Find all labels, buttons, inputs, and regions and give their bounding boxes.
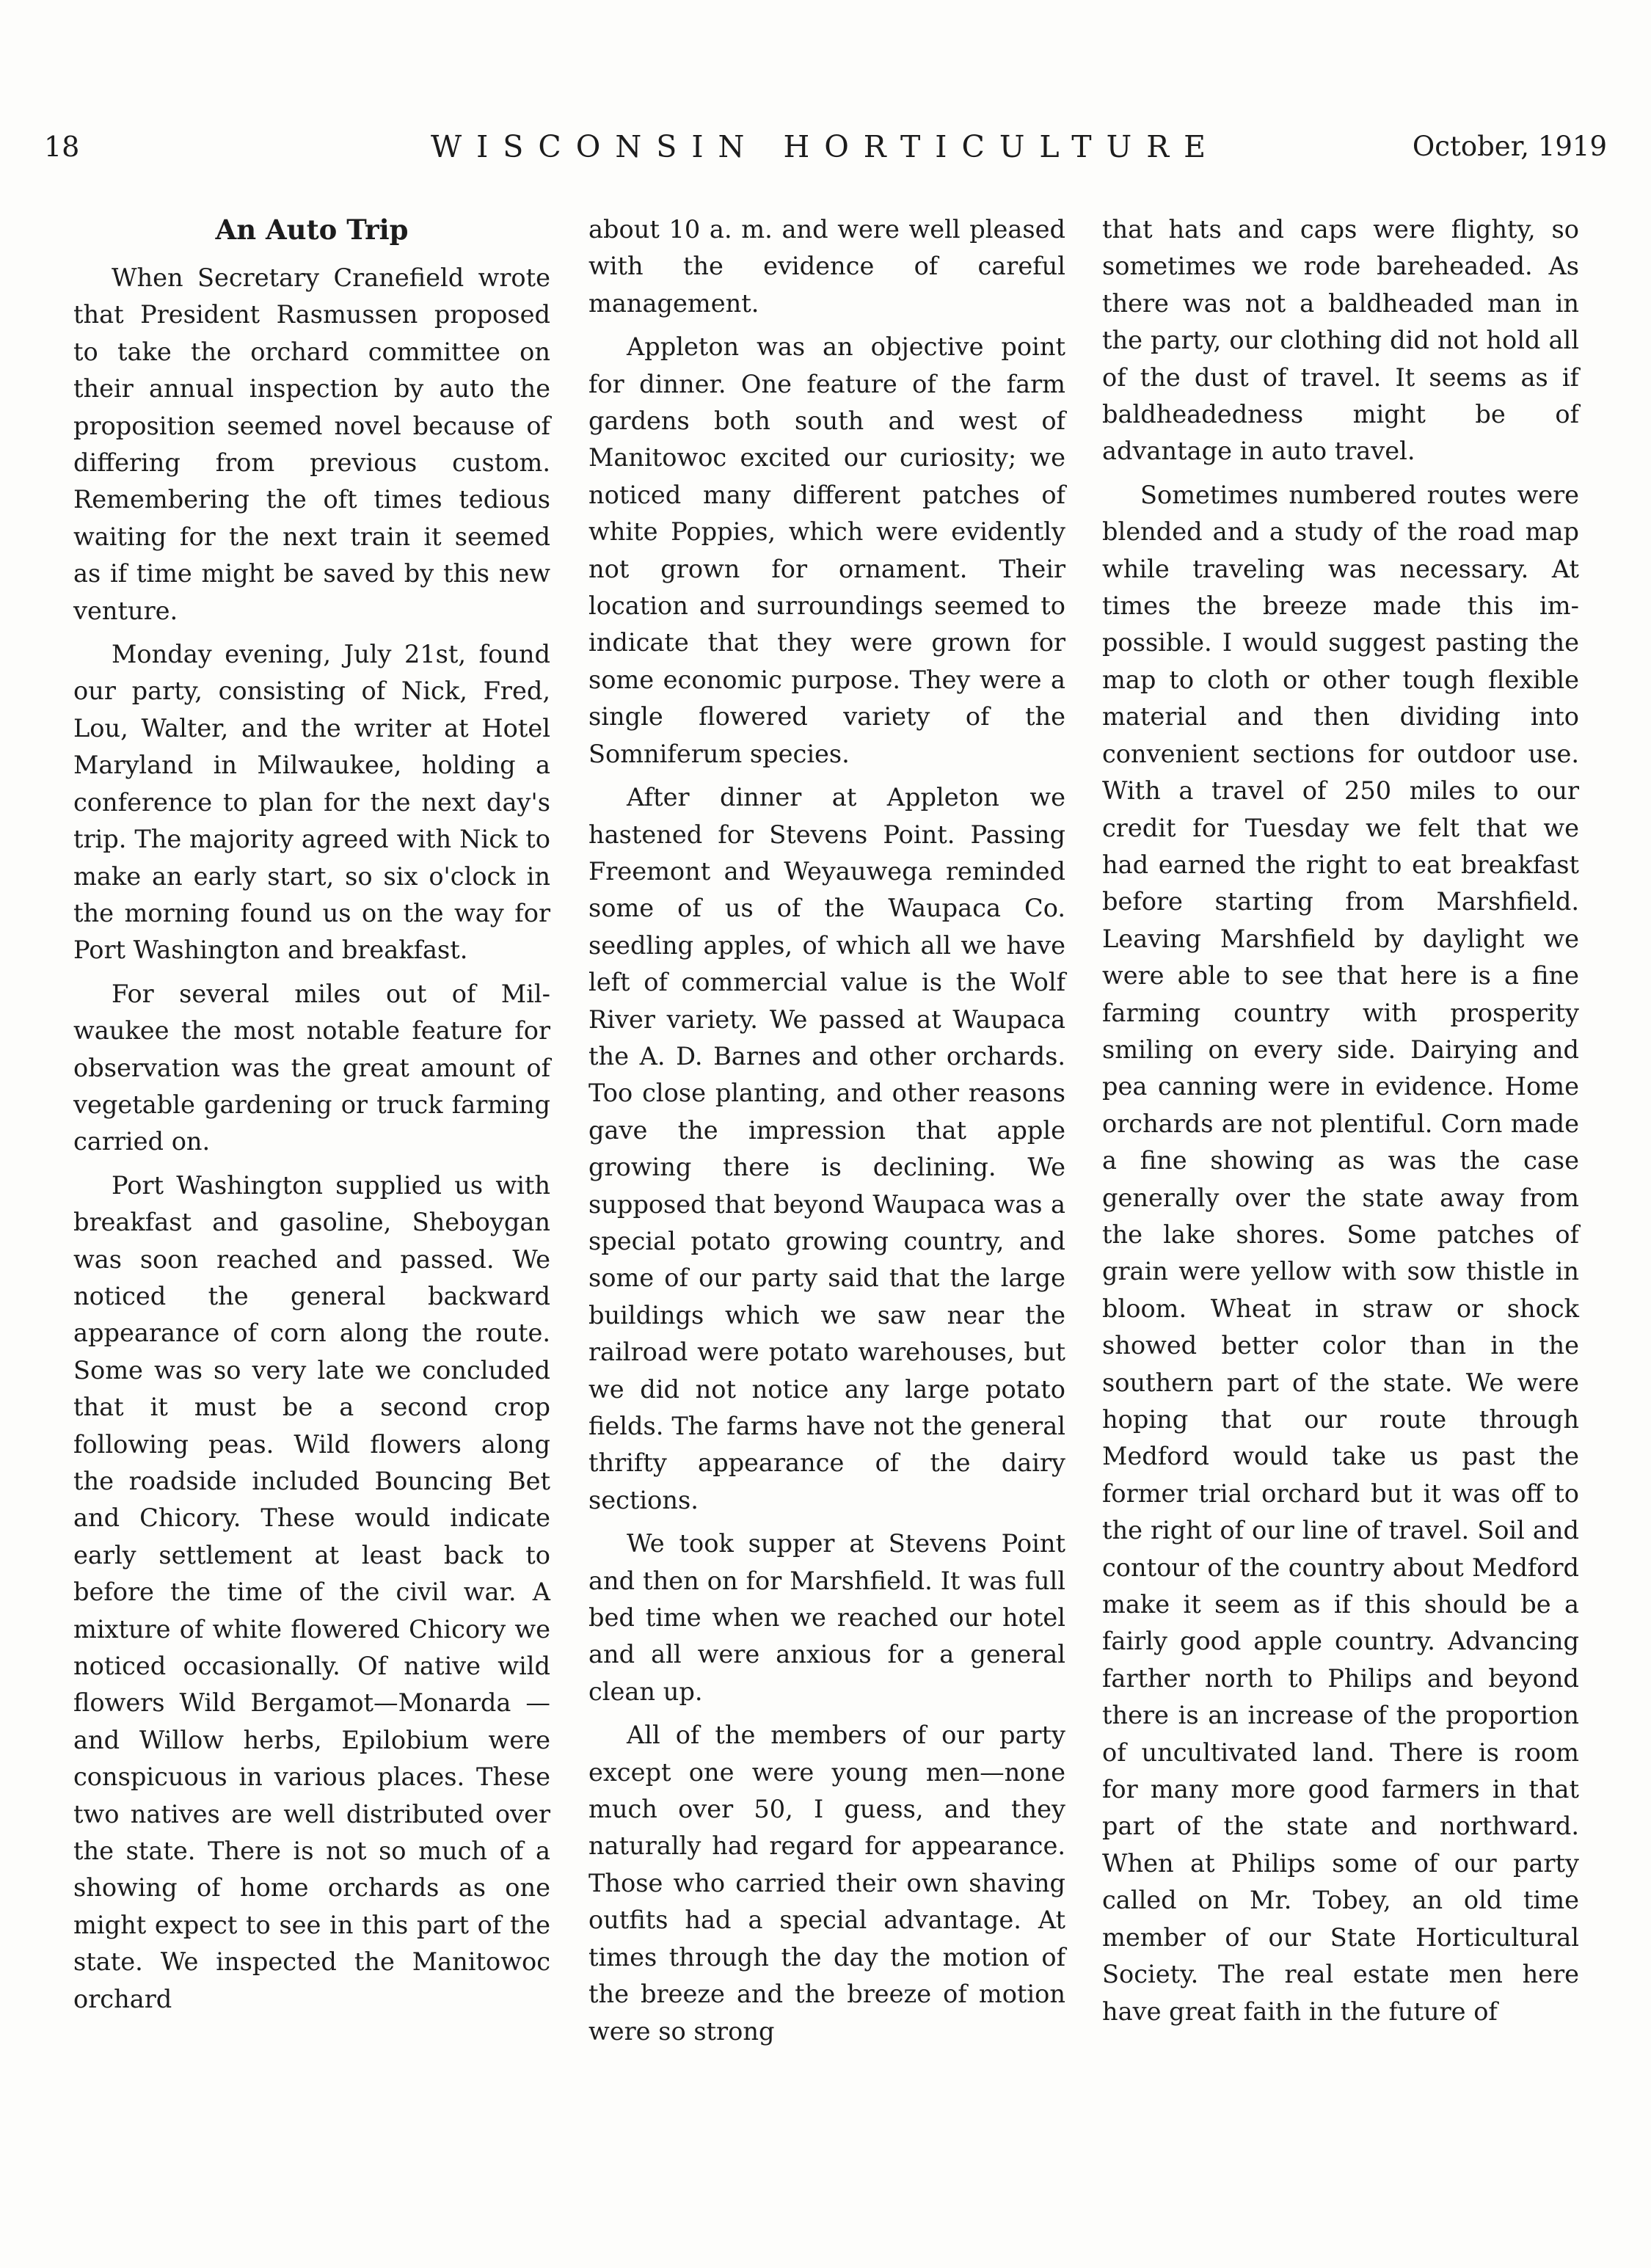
issue-date: October, 1919 — [1412, 131, 1607, 162]
paragraph-continued: about 10 a. m. and were well pleased with the evidence of careful management. — [588, 215, 1065, 318]
text-column-3 — [1102, 211, 1579, 2037]
paragraph: Port Washington supplied us with breakfast and gasoline, Sheboygan was soon reached and passed. We noticed the general backward appearance of corn along the route. Some was so very late we concluded that it must be a second crop following peas. Wild flowers along the roadside included Bouncing Bet and Chicory. These would indicate early settlement at least back to before the time of the civil war. A mixture of white flowered Chicory we noticed occasionally. Of native wild flowers Wild Bergamot—Monarda — and Willow herbs, Epilobium were conspicuous in various places. These two natives are well distributed over the state. There is not so much of a showing of home orchards as one might expect to see in this part of the state. We inspected the Manitowoc orchard — [73, 1170, 550, 2013]
paragraph: All of the members of our party except one were young men—none much over 50, I guess, and they naturally had regard for appearance. Those who carried their own shaving outfits had a special advantage. At times through the day the motion of the breeze and the breeze of motion were so strong — [588, 1721, 1065, 2046]
text-column-1 — [73, 211, 550, 2024]
paragraph: Monday evening, July 21st, found our party, consisting of Nick, Fred, Lou, Walter, and the writer at Hotel Maryland in Milwaukee, holding a conference to plan for the next day's trip. The majority agreed with Nick to make an early start, so six o'clock in the morning found us on the way for Port Washington and breakfast. — [73, 640, 550, 965]
paragraph: For several miles out of Milwaukee the most notable feature for observation was the great amount of vegetable gardening or truck farming carried on. — [73, 979, 550, 1156]
paragraph-continued: that hats and caps were flighty, so sometimes we rode bareheaded. As there was not a baldheaded man in the party, our clothing did not hold all of the dust of travel. It seems as if baldheadedness might be of advantage in auto travel. — [1102, 215, 1579, 466]
running-header — [44, 125, 1607, 169]
paragraph: After dinner at Appleton we hastened for Stevens Point. Passing Freemont and Weyauwega reminded some of us of the Waupaca Co. seedling apples, of which all we have left of commercial value is the Wolf River variety. We passed at Waupaca the A. D. Barnes and other orchards. Too close planting, and other reasons gave the impression that apple growing there is declining. We supposed that beyond Waupaca was a special potato growing country, and some of our party said that the large buildings which we saw near the railroad were potato warehouses, but we did not notice any large potato fields. The farms have not the general thrifty appearance of the dairy sections. — [588, 783, 1065, 1514]
text-column-2 — [588, 211, 1065, 2057]
journal-title: WISCONSIN HORTICULTURE — [430, 129, 1221, 164]
page-number: 18 — [44, 131, 80, 163]
paragraph: When Secretary Cranefield wrote that President Rasmussen proposed to take the orchard committee on their annual inspection by auto the proposition seemed novel because of differing from previous custom. Remembering the oft times tedious waiting for the next train it seemed as if time might be saved by this new venture. — [73, 263, 550, 625]
paragraph: Appleton was an objective point for dinner. One feature of the farm gardens both south and west of Manitowoc excited our curiosity; we noticed many different patches of white Poppies, which were evidently not grown for ornament. Their location and surroundings seemed to indicate that they were grown for some economic purpose. They were a single flowered variety of the Somniferum species. — [588, 332, 1065, 768]
article-title: An Auto Trip — [215, 214, 409, 246]
paragraph: Sometimes numbered routes were blended and a study of the road map while traveling was necessary. At times the breeze made this impossible. I would suggest pasting the map to cloth or other tough flexible material and then dividing into convenient sections for outdoor use. With a travel of 250 miles to our credit for Tuesday we felt that we had earned the right to eat breakfast before starting from Marshfield. Leaving Marshfield by daylight we were able to see that here is a fine farming country with prosperity smiling on every side. Dairying and pea canning were in evidence. Home orchards are not plentiful. Corn made a fine showing as was the case generally over the state away from the lake shores. Some patches of grain were yellow with sow thistle in bloom. Wheat in straw or shock showed better color than in the southern part of the state. We were hoping that our route through Medford would take us past the former trial orchard but it was off to the right of our line of travel. Soil and contour of the country about Medford make it seem as if this should be a fairly good apple country. Advancing farther north to Philips and beyond there is an increase of the proportion of uncultivated land. There is room for many more good farmers in that part of the state and northward. When at Philips some of our party called on Mr. Tobey, an old time member of our State Horticultural Society. The real estate men here have great faith in the future of — [1102, 480, 1579, 2026]
paragraph: We took supper at Stevens Point and then on for Marshfield. It was full bed time when we reached our hotel and all were anxious for a general clean up. — [588, 1529, 1065, 1706]
